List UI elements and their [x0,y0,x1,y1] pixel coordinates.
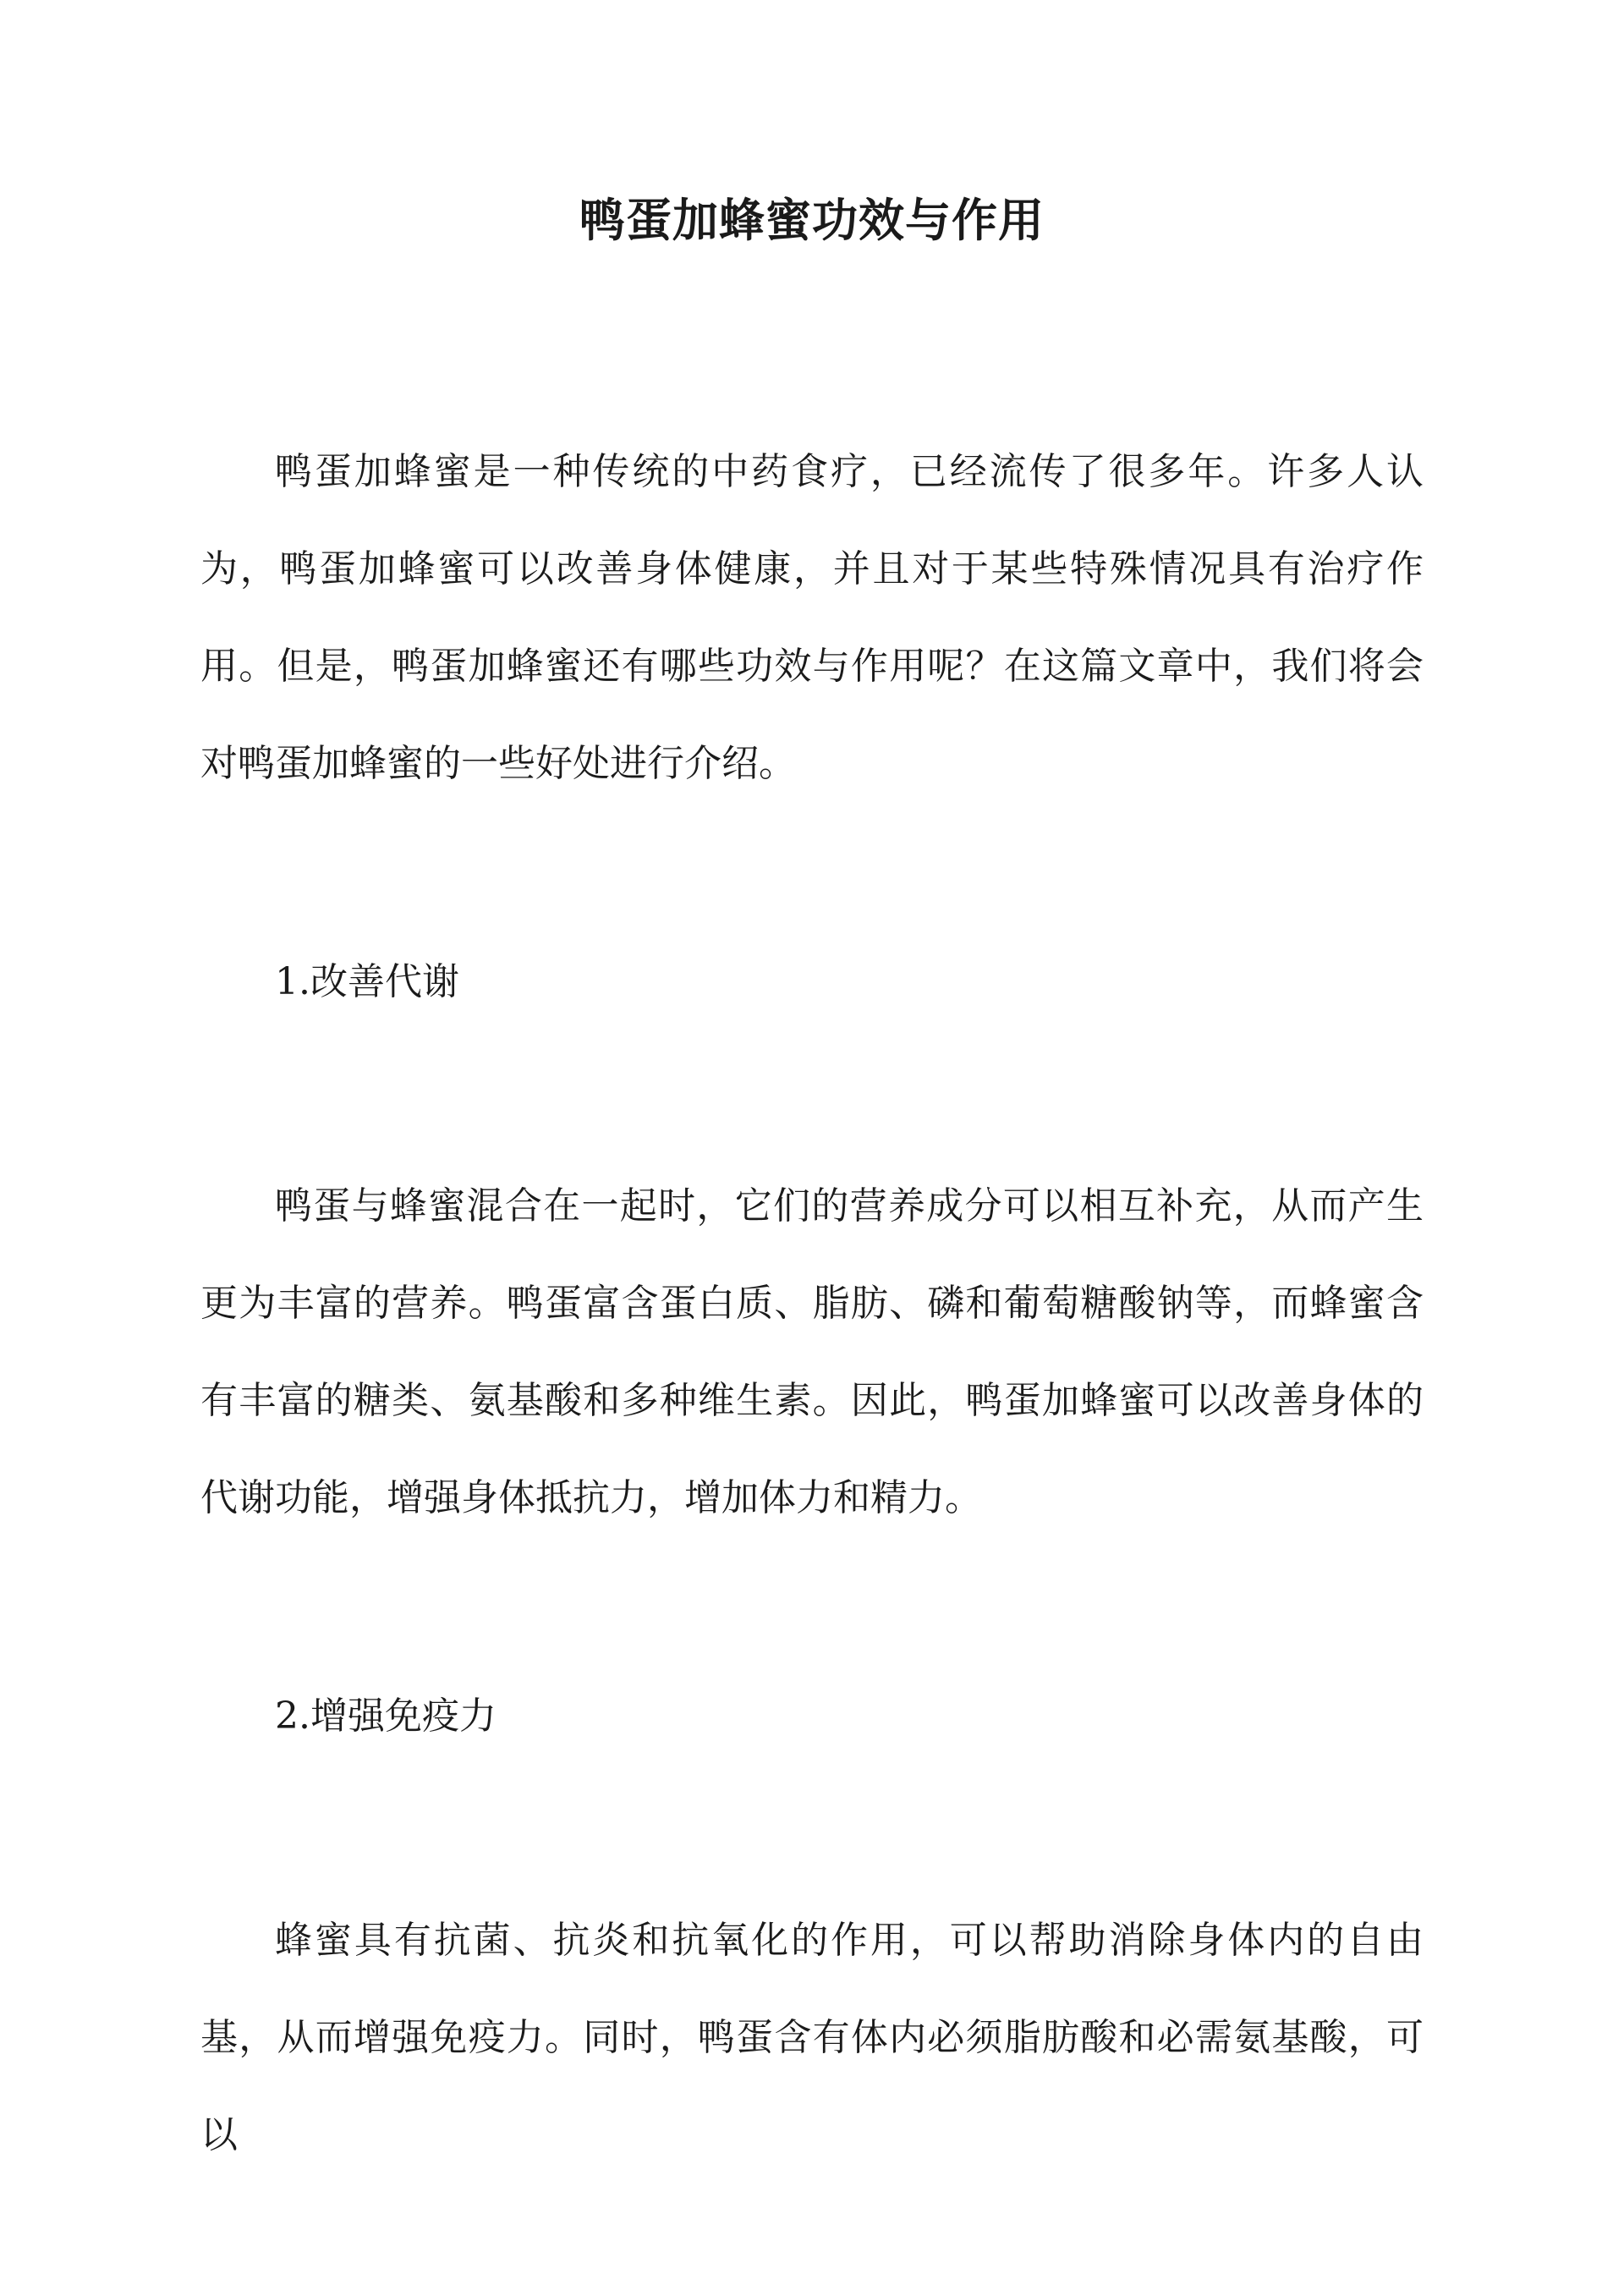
intro-paragraph: 鸭蛋加蜂蜜是一种传统的中药食疗，已经流传了很多年。许多人认为，鸭蛋加蜂蜜可以改善身体健康，并且对于某些特殊情况具有治疗作用。但是，鸭蛋加蜂蜜还有哪些功效与作用呢？在这篇文章中，我们将会对鸭蛋加蜂蜜的一些好处进行介绍。 [200,450,1424,785]
immunity-paragraph: 蜂蜜具有抗菌、抗炎和抗氧化的作用，可以帮助消除身体内的自由基，从而增强免疫力。同时，鸭蛋含有体内必须脂肪酸和必需氨基酸，可以 [200,1919,1424,2156]
metabolism-paragraph: 鸭蛋与蜂蜜混合在一起时，它们的营养成分可以相互补充，从而产生更为丰富的营养。鸭蛋富含蛋白质、脂肪、磷和葡萄糖酸钠等，而蜂蜜含有丰富的糖类、氨基酸和多种维生素。因此，鸭蛋加蜂蜜可以改善身体的代谢功能，增强身体抵抗力，增加体力和精力。 [200,1184,1424,1519]
section-heading-metabolism: 1.改善代谢 [275,960,459,1003]
section-heading-immunity: 2.增强免疫力 [275,1695,497,1738]
document-title: 鸭蛋加蜂蜜功效与作用 [579,193,1045,247]
